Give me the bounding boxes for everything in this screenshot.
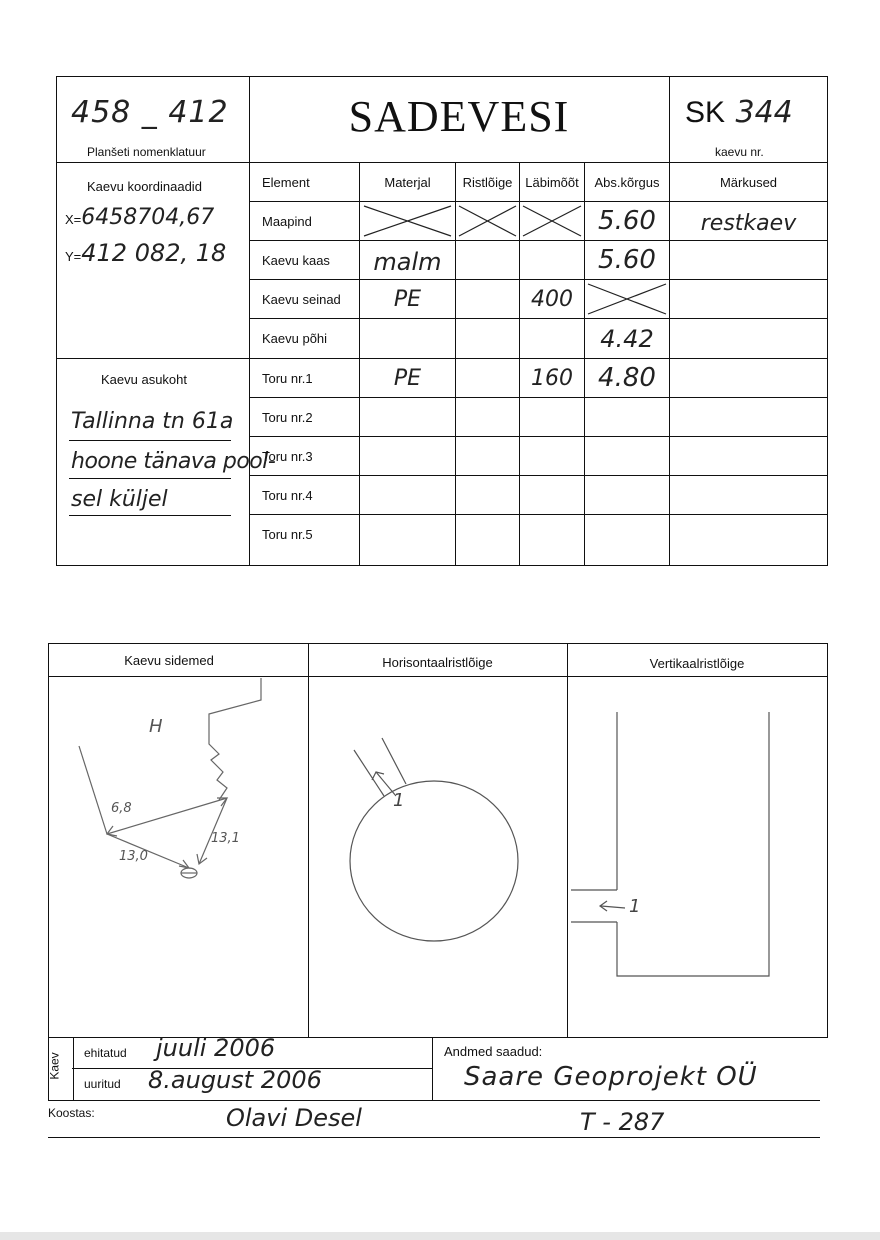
coordinates-label: Kaevu koordinaadid: [87, 179, 202, 194]
well-number-label: kaevu nr.: [715, 145, 764, 159]
underline: [69, 440, 231, 441]
sketch-header-horizontal: Horisontaalristlõige: [382, 655, 493, 670]
well-card-form: [56, 76, 828, 566]
built-label: ehitatud: [84, 1046, 127, 1060]
col-header-notes: Märkused: [719, 174, 778, 190]
coord-y-value: 412 082, 18: [81, 239, 227, 267]
location-label: Kaevu asukoht: [101, 372, 188, 387]
underline: [69, 515, 231, 516]
composed-label: Koostas:: [48, 1106, 95, 1120]
divider: [57, 162, 249, 163]
nomenclature-value: 458 _ 412: [71, 95, 229, 130]
row-element-kaevu-pohi: Kaevu põhi: [262, 330, 328, 346]
col-header-material: Materjal: [384, 174, 431, 190]
pohi-abs: 4.42: [600, 325, 654, 353]
toru1-diameter: 160: [531, 365, 573, 391]
seinad-diameter: 400: [531, 286, 573, 312]
page-title: SADEVESI: [348, 92, 570, 141]
horizontal-pipe-label: 1: [393, 790, 405, 811]
row-element-toru-3: Toru nr.3: [262, 448, 313, 464]
maapind-abs: 5.60: [598, 206, 656, 236]
ties-distance-b: 13,1: [211, 831, 240, 846]
footer-side-label: Kaev: [47, 1052, 62, 1080]
divider: [48, 1100, 820, 1101]
location-line-1: Tallinna tn 61a: [71, 409, 234, 434]
kaas-material: malm: [373, 248, 442, 276]
toru1-abs: 4.80: [598, 363, 656, 393]
divider: [48, 1137, 820, 1138]
kaas-abs: 5.60: [598, 245, 656, 275]
col-header-abs-height: Abs.kõrgus: [594, 174, 660, 190]
row-element-toru-5: Toru nr.5: [262, 526, 313, 542]
horizontal-section-sketch: [308, 676, 567, 1036]
coord-y-prefix: Y=: [65, 249, 82, 264]
col-header-cross-section: Ristlõige: [462, 174, 513, 190]
cross-out-mark: [360, 202, 455, 240]
row-element-toru-2: Toru nr.2: [262, 409, 313, 425]
seinad-material: PE: [393, 286, 422, 312]
ties-sketch: [49, 676, 308, 1036]
ties-building-letter: H: [149, 716, 163, 737]
data-from-label: Andmed saadud:: [444, 1044, 543, 1059]
sketch-panel: [48, 643, 828, 1038]
surveyed-label: uuritud: [84, 1077, 121, 1091]
nomenclature-label: Planšeti nomenklatuur: [87, 145, 206, 159]
maapind-notes: restkaev: [700, 210, 797, 236]
coord-x-prefix: X=: [65, 212, 82, 227]
composed-value: Olavi Desel: [226, 1104, 362, 1132]
divider: [669, 77, 670, 565]
vertical-pipe-label: 1: [629, 896, 641, 917]
surveyed-value: 8.august 2006: [148, 1066, 322, 1094]
row-element-toru-1: Toru nr.1: [262, 370, 313, 386]
col-header-element: Element: [262, 174, 310, 190]
col-header-diameter: Läbimõõt: [525, 174, 579, 190]
vertical-section-sketch: [567, 676, 827, 1036]
ties-distance-c: 13,0: [119, 849, 148, 864]
coord-x: [65, 205, 214, 230]
footer-side-box: [48, 1037, 74, 1100]
location-line-2: hoone tänava pool-: [71, 449, 276, 474]
well-prefix: SK: [685, 96, 726, 129]
document-code: T - 287: [580, 1108, 665, 1136]
coord-y: [65, 239, 226, 267]
well-number: 344: [735, 95, 793, 130]
sketch-header-vertical: Vertikaalristlõige: [649, 656, 745, 671]
divider: [432, 1037, 433, 1100]
well-number-box: [685, 95, 793, 130]
coord-x-value: 6458704,67: [81, 205, 215, 230]
built-value: juuli 2006: [156, 1034, 276, 1062]
scan-edge: [0, 1232, 880, 1240]
cross-out-mark: [585, 280, 669, 318]
row-element-toru-4: Toru nr.4: [262, 487, 313, 503]
cross-out-mark: [456, 202, 519, 240]
sketch-header-ties: Kaevu sidemed: [124, 653, 214, 668]
underline: [69, 478, 231, 479]
row-element-kaevu-seinad: Kaevu seinad: [262, 291, 341, 307]
ties-distance-a: 6,8: [111, 801, 132, 816]
data-from-value: Saare Geoprojekt OÜ: [464, 1062, 758, 1092]
row-element-maapind: Maapind: [262, 213, 312, 229]
row-element-kaevu-kaas: Kaevu kaas: [262, 252, 330, 268]
location-line-3: sel küljel: [71, 487, 168, 512]
toru1-material: PE: [393, 365, 422, 391]
cross-out-mark: [520, 202, 584, 240]
